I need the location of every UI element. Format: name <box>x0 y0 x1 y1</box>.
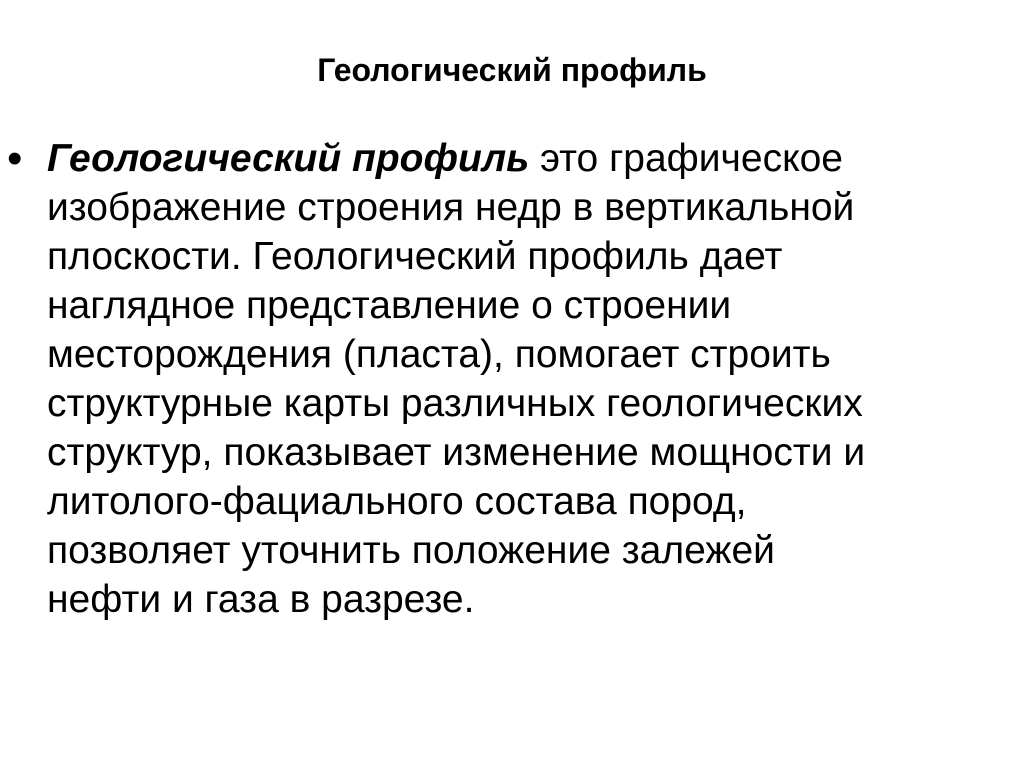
text-line-9: позволяет уточнить положение залежей <box>47 529 775 572</box>
slide-title: Геологический профиль <box>317 52 707 88</box>
text-line-6: структурные карты различных геологических <box>47 382 863 425</box>
bullet-text <box>47 134 1017 624</box>
text-line-3: плоскости. Геологический профиль дает <box>47 235 783 278</box>
text-line-7: структур, показывает изменение мощности и <box>47 431 866 474</box>
text-line-4: наглядное представление о строении <box>47 284 732 327</box>
bullet-point: • <box>7 134 23 183</box>
text-line-1 <box>47 134 1017 183</box>
text-line-10: нефти и газа в разрезе. <box>47 578 475 621</box>
text-line-8: литолого-фациального состава пород, <box>47 480 747 523</box>
text-line-5: месторождения (пласта), помогает строить <box>47 333 831 376</box>
definition-start: это графическое <box>529 137 843 180</box>
text-line-2: изображение строения недр в вертикальной <box>47 186 855 229</box>
defined-term: Геологический профиль <box>47 137 530 180</box>
